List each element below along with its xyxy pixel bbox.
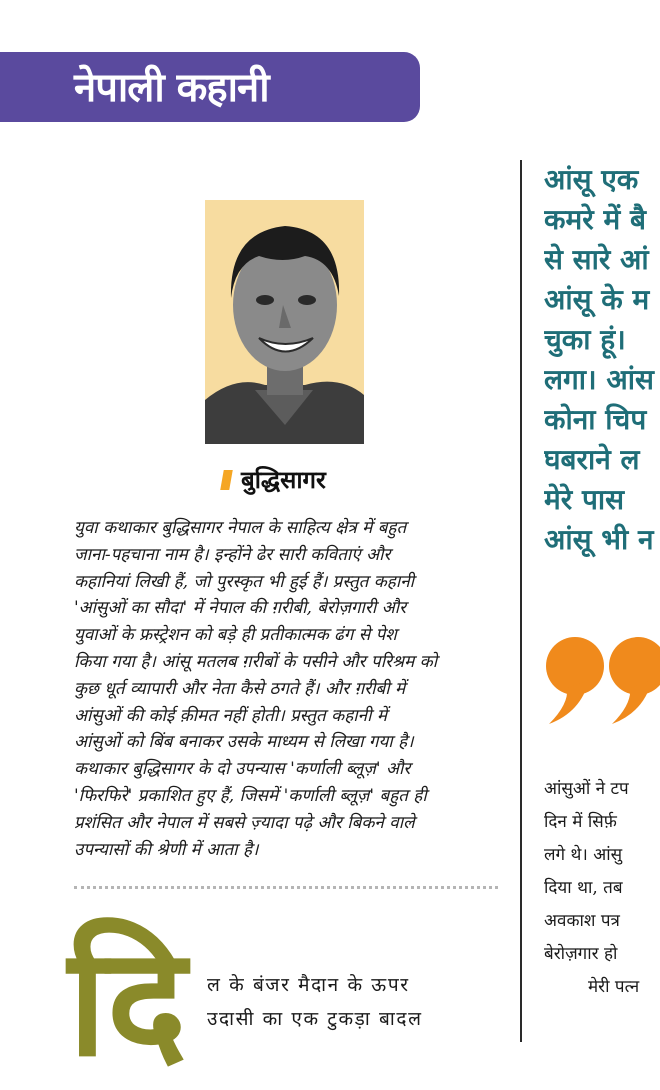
- author-photo: [205, 200, 364, 444]
- pull-quote-line: लगा। आंस: [544, 363, 654, 396]
- intro-line: युवाओं के फ्रस्ट्रेशन को बड़े ही प्रतीकात्मक ढंग से पेश: [74, 625, 397, 646]
- author-name: बुद्धिसागर: [241, 466, 326, 494]
- section-title: नेपाली कहानी: [74, 65, 269, 111]
- intro-line: जाना-पहचाना नाम है। इन्होंने ढेर सारी कविताएं और: [74, 544, 391, 565]
- intro-line: किया गया है। आंसू मतलब ग़रीबों के पसीने और परिश्रम को: [74, 651, 438, 672]
- intro-line: आंसुओं की कोई क़ीमत नहीं होती। प्रस्तुत कहानी में: [74, 705, 388, 726]
- intro-line: कहानियां लिखी हैं, जो पुरस्कृत भी हुई हैं। प्रस्तुत कहानी: [74, 571, 415, 592]
- body-line: बेरोज़गार हो: [544, 944, 618, 964]
- intro-line: उपन्यासों की श्रेणी में आता है।: [74, 839, 259, 860]
- pull-quote-line: मेरे पास: [544, 483, 625, 516]
- body-line: दिन में सिर्फ़: [544, 812, 617, 832]
- story-body: [207, 968, 499, 1036]
- body-line: आंसुओं ने टप: [544, 779, 629, 799]
- story-line: ल के बंजर मैदान के ऊपर: [207, 974, 410, 996]
- intro-line: प्रशंसित और नेपाल में सबसे ज़्यादा पढ़े और बिकने वाले: [74, 812, 415, 833]
- intro-line: आंसुओं को बिंब बनाकर उसके माध्यम से लिखा गया है।: [74, 732, 414, 753]
- intro-line: 'फिरफिरे' प्रकाशित हुए हैं, जिसमें 'कर्णाली ब्लूज़' बहुत ही: [74, 785, 427, 806]
- quote-mark-icon: [543, 630, 660, 730]
- intro-line: कुछ धूर्त व्यापारी और नेता कैसे ठगते हैं। और ग़रीबी में: [74, 678, 406, 699]
- intro-line: 'आंसुओं का सौदा' में नेपाल की ग़रीबी, बेरोज़गारी और: [74, 598, 407, 619]
- pull-quote-line: कमरे में बै: [544, 203, 646, 236]
- intro-line: कथाकार बुद्धिसागर के दो उपन्यास 'कर्णाली ब्लूज़' और: [74, 759, 411, 780]
- pull-quote-line: घबराने ल: [544, 443, 640, 476]
- pull-quote-line: आंसू भी न: [544, 523, 654, 556]
- right-column-body: [544, 773, 660, 1004]
- story-dropcap: दि: [68, 916, 187, 1090]
- dotted-separator: [74, 886, 498, 889]
- body-line: मेरी पत्न: [588, 977, 640, 997]
- author-introduction: [74, 515, 500, 863]
- author-byline: [222, 463, 326, 495]
- pull-quote-line: चुका हूं।: [544, 323, 626, 356]
- story-line: उदासी का एक टुकड़ा बादल: [207, 1008, 423, 1030]
- intro-line: युवा कथाकार बुद्धिसागर नेपाल के साहित्य क्षेत्र में बहुत: [74, 518, 407, 538]
- body-line: लगे थे। आंसु: [544, 845, 623, 865]
- author-portrait-image: [205, 200, 364, 444]
- body-line: दिया था, तब: [544, 878, 623, 898]
- pull-quote-line: कोना चिप: [544, 403, 647, 436]
- pull-quote-line: से सारे आं: [544, 243, 649, 276]
- pull-quote-line: आंसू के म: [544, 283, 650, 316]
- pull-quote: [544, 160, 660, 560]
- byline-marker: [220, 470, 233, 490]
- body-line: अवकाश पत्र: [544, 911, 620, 931]
- column-divider: [520, 160, 522, 1042]
- pull-quote-line: आंसू एक: [544, 163, 639, 196]
